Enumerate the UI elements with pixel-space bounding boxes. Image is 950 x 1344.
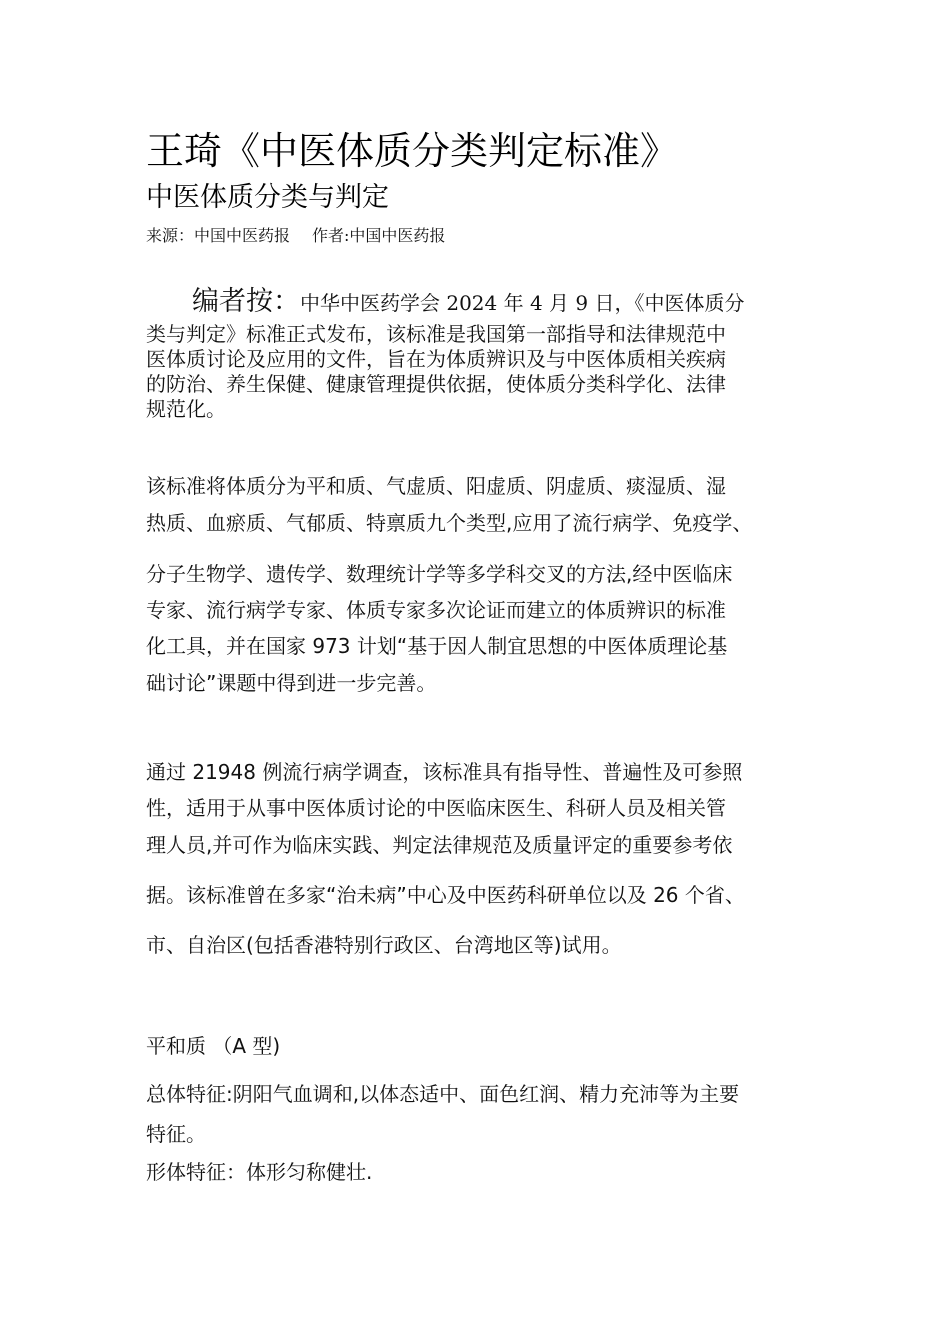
- para2-line-6: 础讨论”课题中得到进一步完善。: [146, 671, 437, 695]
- para2-line-4: 专家、流行病学专家、体质专家多次论证而建立的体质辨识的标准: [146, 598, 726, 622]
- editor-note-line-4: 的防治、养生保健、健康管理提供依据，使体质分类科学化、法律: [146, 372, 726, 396]
- para3-line-3: 理人员,并可作为临床实践、判定法律规范及质量评定的重要参考依: [146, 833, 733, 857]
- author-text: 作者:中国中医药报: [312, 226, 446, 245]
- editor-note-line-3: 医体质讨论及应用的文件，旨在为体质辨识及与中医体质相关疾病: [146, 347, 726, 371]
- document-title: 王琦《中医体质分类判定标准》: [146, 129, 679, 173]
- editor-note-line-1-text: 中华中医药学会 2024 年 4 月 9 日，《中医体质分: [300, 291, 745, 315]
- source-author-line: [146, 224, 445, 248]
- para2-line-5: 化工具，并在国家 973 计划“基于因人制宜思想的中医体质理论基: [146, 634, 728, 658]
- editor-note-line-5: 规范化。: [146, 397, 226, 421]
- para3-line-4: 据。该标准曾在多家“治未病”中心及中医药科研单位以及 26 个省、: [146, 883, 745, 907]
- overall-features-line-1: 总体特征:阴阳气血调和,以体态适中、面色红润、精力充沛等为主要: [146, 1082, 740, 1106]
- para3-line-2: 性，适用于从事中医体质讨论的中医临床医生、科研人员及相关管: [146, 796, 726, 820]
- section-heading: 平和质 （A 型): [146, 1034, 281, 1058]
- editor-note-line-2: 类与判定》标准正式发布，该标准是我国第一部指导和法律规范中: [146, 322, 726, 346]
- para2-line-1: 该标准将体质分为平和质、气虚质、阳虚质、阴虚质、痰湿质、湿: [146, 474, 726, 498]
- para3-line-1: 通过 21948 例流行病学调查，该标准具有指导性、普遍性及可参照: [146, 760, 743, 784]
- shape-features: 形体特征：体形匀称健壮.: [146, 1160, 373, 1184]
- overall-features-line-2: 特征。: [146, 1122, 206, 1146]
- para2-line-3: 分子生物学、遗传学、数理统计学等多学科交叉的方法,经中医临床: [146, 562, 733, 586]
- para2-line-2: 热质、血瘀质、气郁质、特禀质九个类型,应用了流行病学、免疫学、: [146, 511, 753, 535]
- document-subtitle: 中医体质分类与判定: [146, 182, 389, 213]
- para3-line-5: 市、自治区(包括香港特别行政区、台湾地区等)试用。: [146, 933, 622, 957]
- editor-note-line-1: [192, 284, 745, 321]
- editor-note-lead: 编者按：: [192, 286, 300, 317]
- source-text: 来源：中国中医药报: [146, 226, 291, 245]
